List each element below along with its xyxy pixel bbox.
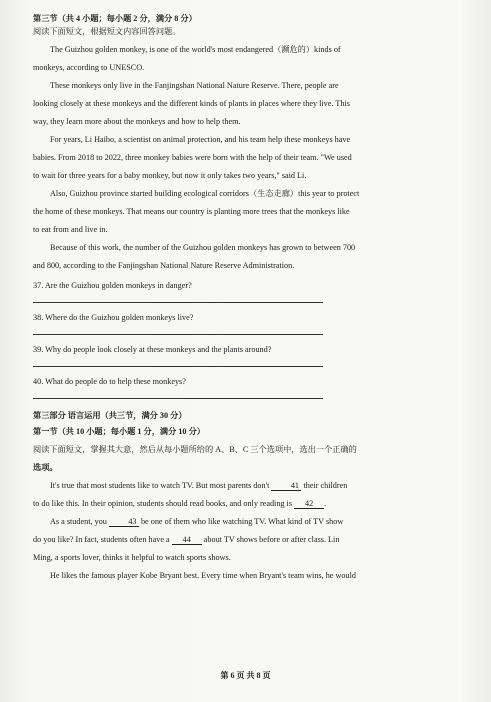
text-line: way, they learn more about the monkeys and how to help them. — [33, 117, 241, 126]
question-38: 38. Where do the Guizhou golden monkeys live? — [33, 313, 194, 322]
question-37: 37. Are the Guizhou golden monkeys in danger? — [33, 281, 192, 290]
cloze-paragraph-3 — [33, 571, 468, 581]
question-40: 40. What do people do to help these monkeys? — [33, 377, 186, 386]
cloze-instruction: 阅读下面短文，掌握其大意，然后从每小题所给的 A、B、C 三个选项中，选出一个正确的 — [33, 445, 357, 454]
passage-paragraph-2 — [33, 81, 468, 127]
cloze-text: about TV shows before or after class. Lin — [203, 535, 340, 544]
page-number: 第 6 页 共 8 页 — [220, 671, 271, 680]
cloze-paragraph-1 — [33, 481, 468, 509]
blank-42[interactable]: 42 — [294, 499, 324, 509]
answer-line-37[interactable] — [33, 302, 323, 303]
blank-41[interactable]: 41 — [271, 481, 301, 491]
text-line: to eat from and live in. — [33, 225, 108, 234]
cloze-text: their children — [303, 481, 348, 490]
passage-paragraph-3 — [33, 135, 468, 181]
cloze-text: be one of them who like watching TV. What kind of TV show — [140, 517, 344, 526]
section-header: 第三节（共 4 小题；每小题 2 分，满分 8 分） — [33, 14, 197, 23]
question-39: 39. Why do people look closely at these monkeys and the plants around? — [33, 345, 272, 354]
answer-line-40[interactable] — [33, 398, 323, 399]
passage-paragraph-5 — [33, 243, 468, 271]
cloze-text: It's true that most students like to watch TV. But most parents don't — [50, 481, 270, 490]
text-line: Ming, a sports lover, thinks it helpful to watch sports shows. — [33, 553, 231, 562]
cloze-text: do you like? In fact, students often have a — [33, 535, 170, 544]
cloze-text: As a student, you — [50, 517, 107, 526]
text-line: Also, Guizhou province started building ecological corridors（生态走廊）this year to protect — [50, 189, 360, 198]
text-line: monkeys, according to UNESCO. — [33, 63, 145, 72]
cloze-instruction-end: 选项。 — [33, 463, 58, 472]
blank-44[interactable]: 44 — [172, 535, 202, 545]
answer-line-39[interactable] — [33, 366, 323, 367]
text-line — [33, 517, 468, 527]
text-line: He likes the famous player Kobe Bryant best. Every time when Bryant's team wins, he would — [50, 571, 356, 580]
text-line — [33, 499, 468, 509]
passage-paragraph-1 — [33, 45, 468, 73]
cloze-paragraph-2 — [33, 517, 468, 563]
text-line: The Guizhou golden monkey, is one of the world's most endangered（濒危的）kinds of — [50, 45, 341, 54]
blank-43[interactable]: 43 — [109, 517, 139, 527]
section-instruction: 阅读下面短文，根据短文内容回答问题。 — [33, 27, 181, 36]
text-line: babies. From 2018 to 2022, three monkey babies were born with the help of their team. "We used — [33, 153, 352, 162]
text-line — [33, 481, 468, 491]
passage-paragraph-4 — [33, 189, 468, 235]
text-line: to wait for three years for a baby monkey, but now it only takes two years," said Li. — [33, 171, 307, 180]
text-line: the home of these monkeys. That means our country is planting more trees that the monkeys like — [33, 207, 350, 216]
sub-section-header: 第一节（共 10 小题；每小题 1 分，满分 10 分） — [33, 427, 205, 436]
text-line: For years, Li Haibo, a scientist on animal protection, and his team help these monkeys have — [50, 135, 351, 144]
text-line — [33, 535, 468, 545]
text-line: These monkeys only live in the Fanjingshan National Nature Reserve. There, people are — [50, 81, 339, 90]
cloze-text: . — [324, 499, 327, 508]
text-line: looking closely at these monkeys and the different kinds of plants in places where they live. This — [33, 99, 350, 108]
page-content — [33, 14, 468, 581]
cloze-text: to do like this. In their opinion, students should read books, and only reading is — [33, 499, 293, 508]
text-line: Because of this work, the number of the Guizhou golden monkeys has grown to between 700 — [50, 243, 356, 252]
text-line: and 800, according to the Fanjingshan National Nature Reserve Administration. — [33, 261, 295, 270]
part-header: 第三部分 语言运用（共三节，满分 30 分） — [33, 411, 187, 420]
answer-line-38[interactable] — [33, 334, 323, 335]
